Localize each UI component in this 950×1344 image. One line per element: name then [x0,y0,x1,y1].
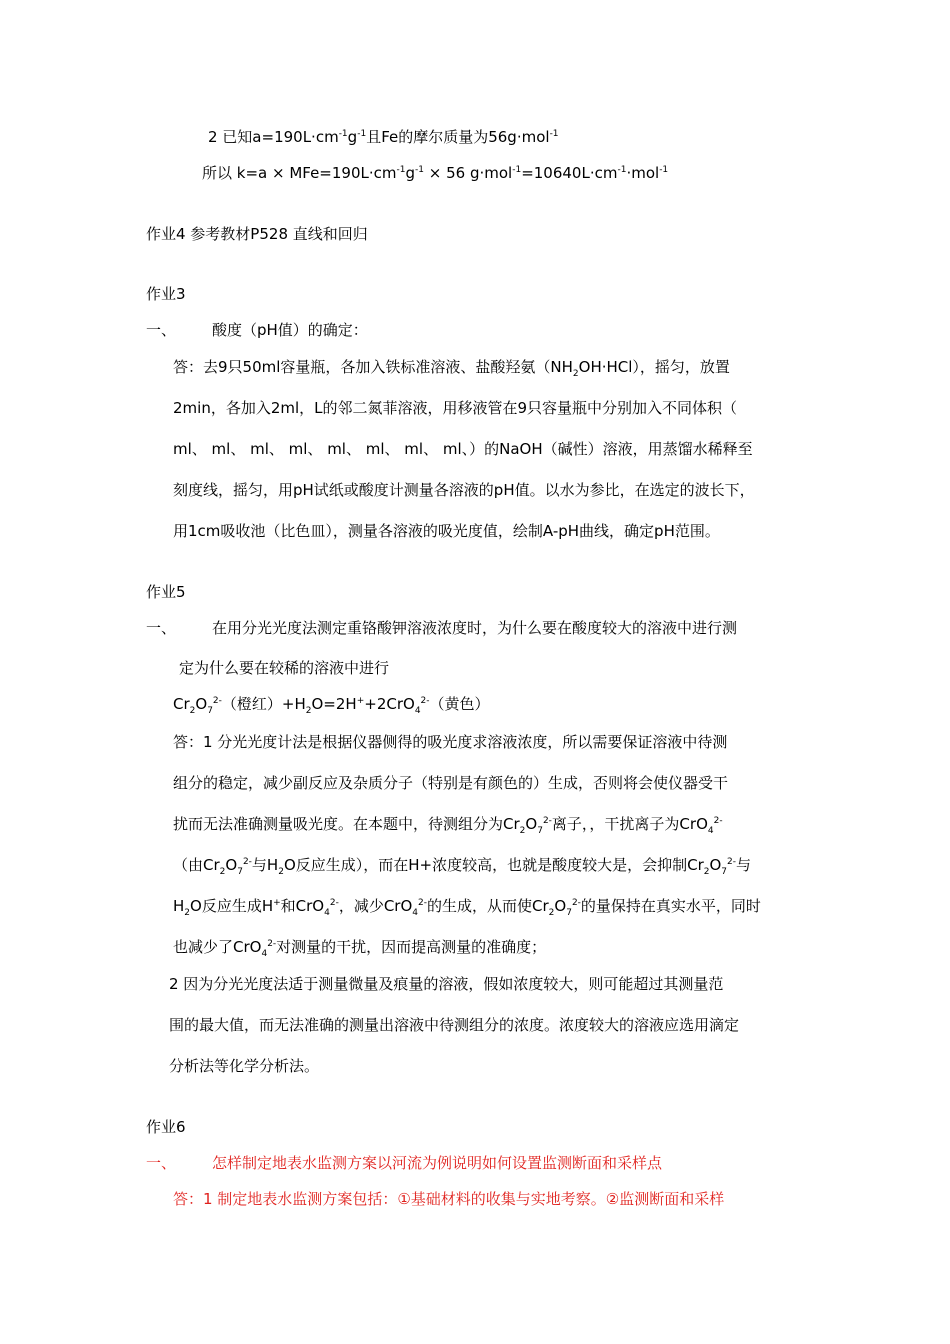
k-formula-line [202,163,668,183]
sup: 2- [542,816,552,826]
sup: -1 [396,165,406,175]
sup: 2- [242,857,252,867]
hw6-question-number: 一、 [146,1154,177,1172]
sub: 7 [237,867,243,877]
text: 扰而无法准确测量吸光度。在本题中，待测组分为Cr [173,815,520,833]
sup: 2- [713,816,723,826]
hw5-question-cont: 定为什么要在较稀的溶液中进行 [179,659,390,677]
text: 答：去9只50ml容量瓶，各加入铁标准溶液、盐酸羟氨（NH [173,358,573,376]
text: H [173,897,185,915]
hw3-answer-line-3: ml、 ml、 ml、 ml、 ml、 ml、 ml、 ml、）的NaOH（碱性）溶液，用蒸馏水稀释至 [173,440,753,458]
text: （黄色） [429,695,490,713]
sup: + [273,898,281,908]
sub: 7 [537,826,543,836]
sub: 7 [566,908,572,918]
text: O [525,815,538,833]
text: 也减少了CrO [173,938,262,956]
text: （橙红）+H [221,695,306,713]
sub: 2 [219,867,226,877]
hw5-answer2-line-1: 2 因为分光光度法适于测量微量及痕量的溶液，假如浓度较大，则可能超过其测量范 [169,975,724,993]
text: 和CrO [280,897,325,915]
text: O反应生成），而在H+浓度较高，也就是酸度较大是，会抑制Cr [283,856,704,874]
sub: 4 [324,908,330,918]
sub: 2 [278,867,284,877]
hw5-answer-line-3 [173,814,723,834]
text: × 56 g·mol [423,164,513,182]
text: 对测量的干扰，因而提高测量的准确度； [276,938,547,956]
hw3-question-number: 一、 [146,321,177,339]
text: 且Fe的摩尔质量为56g·mol [366,128,550,146]
text: +2CrO [364,695,415,713]
text: O反应生成H [190,897,274,915]
sub: 2 [548,908,555,918]
sup: 2- [267,939,277,949]
hw5-question: 在用分光光度法测定重铬酸钾溶液浓度时，为什么要在酸度较大的溶液中进行测 [212,619,738,637]
sub: 2 [184,908,191,918]
hw5-answer2-line-2: 围的最大值，而无法准确的测量出溶液中待测组分的浓度。浓度较大的溶液应选用滴定 [169,1016,740,1034]
text: Cr [173,695,190,713]
hw5-answer-line-5 [173,896,761,916]
sup: + [356,696,365,706]
text: O [554,897,567,915]
text: 的量保持在真实水平，同时 [580,897,761,915]
text: g [347,128,358,146]
hw3-answer-line-1 [173,357,730,377]
hw3-question: 酸度（pH值）的确定： [212,321,368,339]
hw4-heading: 作业4 参考教材P528 直线和回归 [146,225,368,243]
sub: 4 [707,826,714,836]
sub: 2 [572,369,579,379]
sup: -1 [549,129,559,139]
sup: 2- [727,857,737,867]
sub: 4 [414,706,421,716]
sub: 2 [703,867,710,877]
sup: -1 [617,165,627,175]
sub: 7 [721,867,728,877]
hw5-answer-line-4 [173,855,751,875]
sup: -1 [415,165,424,175]
text: g [405,164,415,182]
hw5-answer-line-2: 组分的稳定，减少副反应及杂质分子（特别是有颜色的）生成，否则将会使仪器受干 [173,774,729,792]
sup: -1 [338,129,348,139]
sub: 4 [412,908,419,918]
text: 与H [251,856,279,874]
sup: -1 [512,165,522,175]
text: O=2H [311,695,357,713]
text: 离子，，干扰离子为CrO [551,815,708,833]
hw6-question: 怎样制定地表水监测方案以河流为例说明如何设置监测断面和采样点 [212,1154,663,1172]
text: 所以 k=a × MFe=190L·cm [202,164,397,182]
text: O [225,856,238,874]
dichromate-equation [173,694,490,714]
known-a-line [208,127,559,147]
hw5-answer2-line-3: 分析法等化学分析法。 [169,1057,320,1075]
sub: 2 [519,826,526,836]
hw5-question-number: 一、 [146,619,177,637]
sup: 2- [212,696,222,706]
sup: 2- [420,696,430,706]
sub: 2 [189,706,196,716]
text: =10640L·cm [521,164,618,182]
text: ·mol [626,164,660,182]
hw3-answer-line-2: 2min，各加入2ml，L的邻二氮菲溶液，用移液管在9只容量瓶中分别加入不同体积（ [173,399,738,417]
hw5-title: 作业5 [146,583,186,601]
sub: 7 [207,706,213,716]
sup: 2- [418,898,427,908]
hw3-title: 作业3 [146,285,186,303]
hw6-answer-line-1: 答：1 制定地表水监测方案包括：①基础材料的收集与实地考察。②监测断面和采样 [173,1190,725,1208]
sup: -1 [659,165,669,175]
text: O [195,695,208,713]
text: 的生成，从而使Cr [427,897,549,915]
text: 与 [736,856,752,874]
sup: 2- [571,898,581,908]
hw5-answer-line-1: 答：1 分光光度计法是根据仪器侧得的吸光度求溶液浓度，所以需要保证溶液中待测 [173,733,728,751]
text: O [709,856,722,874]
hw6-title: 作业6 [146,1118,186,1136]
hw3-answer-line-4: 刻度线，摇匀，用pH试纸或酸度计测量各溶液的pH值。以水为参比，在选定的波长下， [173,481,755,499]
text: （由Cr [173,856,220,874]
sub: 4 [261,949,268,959]
text: OH·HCl），摇匀，放置 [578,358,730,376]
hw3-answer-line-5: 用1cm吸收池（比色皿），测量各溶液的吸光度值，绘制A-pH曲线，确定pH范围。 [173,522,720,540]
text: ，减少CrO [338,897,413,915]
sup: -1 [357,129,367,139]
sub: 2 [305,706,312,716]
hw5-answer-line-6 [173,937,546,957]
text: 2 已知a=190L·cm [208,128,339,146]
sup: 2- [329,898,339,908]
